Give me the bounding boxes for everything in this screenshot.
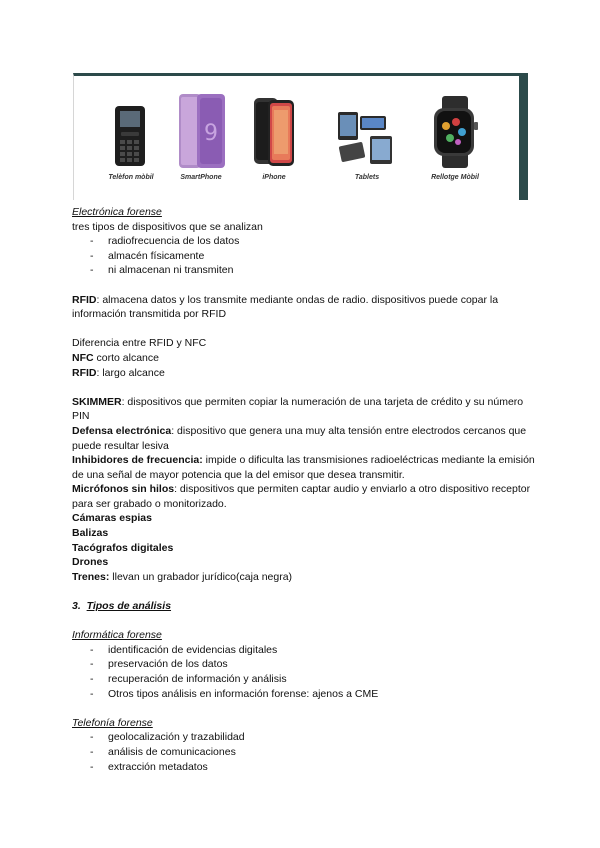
list-item: - radiofrecuencia de los datos — [72, 234, 542, 249]
list-item: - extracción metadatos — [72, 760, 542, 775]
rfid-term: RFID — [72, 293, 97, 306]
informatica-heading: Informática forense — [72, 629, 162, 642]
svg-text:9: 9 — [204, 121, 218, 146]
feature-phone-icon — [112, 104, 148, 168]
nfc-text: corto alcance — [93, 351, 159, 364]
list-item: - almacén físicamente — [72, 249, 542, 264]
nfc-line — [72, 351, 542, 366]
device-entry — [72, 570, 542, 585]
informatica-list — [72, 643, 542, 701]
device-entry — [72, 511, 542, 526]
smartphone-icon — [177, 92, 229, 170]
section-number: 3. — [72, 600, 81, 613]
device-entry — [72, 555, 542, 570]
rfid-text: : almacena datos y los transmite mediante ondas de radio. dispositivos puede copar la información transmitida por RFID — [72, 293, 499, 321]
list-item: - geolocalización y trazabilidad — [72, 730, 542, 745]
rfid-paragraph — [72, 293, 542, 322]
device-desc: llevan un grabador jurídico(caja negra) — [109, 570, 293, 583]
device-entry — [72, 424, 542, 453]
device-desc: impide o dificulta las transmisiones radioeléctricas mediante la emisión de una señal de mayor potencia que la del emisor que desea transmitir. — [72, 454, 535, 481]
iphone-icon — [252, 96, 296, 168]
electronica-intro: tres tipos de dispositivos que se analizan — [72, 220, 263, 233]
device-term: Trenes: — [72, 570, 110, 583]
list-item: - recuperación de información y análisis — [72, 672, 542, 687]
device-term: Tacógrafos digitales — [72, 541, 174, 554]
device-entry — [72, 482, 542, 511]
section-3-heading — [72, 599, 542, 614]
smartwatch-icon — [426, 96, 484, 168]
telefonia-heading: Telefonía forense — [72, 716, 153, 729]
device-entry — [72, 526, 542, 541]
telefonia-list — [72, 730, 542, 774]
device-label-tablets: Tablets — [354, 174, 380, 181]
device-term: Drones — [72, 556, 109, 569]
device-entry — [72, 453, 542, 482]
device-entry — [72, 541, 542, 556]
list-item: - identificación de evidencias digitales — [72, 643, 542, 658]
rfid-range-text: : largo alcance — [96, 366, 165, 379]
device-term: Cámaras espias — [72, 512, 152, 525]
device-desc: : dispositivos que permiten copiar la numeración de una tarjeta de crédito y su número PIN — [72, 395, 524, 423]
rfid-range-line — [72, 366, 542, 381]
diff-title: Diferencia entre RFID y NFC — [72, 337, 207, 350]
device-term: Defensa electrónica — [72, 424, 172, 437]
device-label-smartwatch: Rellotge Mòbil — [431, 174, 479, 181]
list-item: - preservación de los datos — [72, 657, 542, 672]
device-term: Inhibidores de frecuencia: — [72, 454, 203, 467]
list-item: - Otros tipos análisis en información forense: ajenos a CME — [72, 687, 542, 702]
device-label-smartphone: SmartPhone — [180, 174, 222, 181]
list-item: - ni almacenan ni transmiten — [72, 263, 542, 278]
electronica-heading: Electrónica forense — [72, 206, 162, 218]
device-desc: : dispositivo que genera una muy alta tensión entre electrodos cercanos que puede resultar lesiva — [72, 424, 527, 452]
device-term: Balizas — [72, 527, 109, 540]
electronica-list — [72, 234, 542, 278]
banner-stripe — [519, 76, 528, 200]
section-title: Tipos de análisis — [86, 600, 172, 613]
document-body — [72, 205, 542, 774]
tablets-icon — [336, 110, 396, 166]
list-item: - análisis de comunicaciones — [72, 745, 542, 760]
device-desc: : dispositivos que permiten captar audio y enviarlo a otro dispositivo receptor para ser grabado o monitorizado. — [72, 483, 531, 510]
rfid-range-term: RFID — [72, 366, 97, 379]
device-term: Micrófonos sin hilos — [72, 483, 175, 496]
device-label-feature-phone: Telèfon mòbil — [108, 174, 154, 181]
device-entry — [72, 395, 542, 424]
device-term: SKIMMER — [72, 395, 122, 408]
device-label-iphone: iPhone — [262, 174, 286, 181]
devices-banner-image — [73, 73, 528, 200]
nfc-term: NFC — [72, 351, 94, 364]
